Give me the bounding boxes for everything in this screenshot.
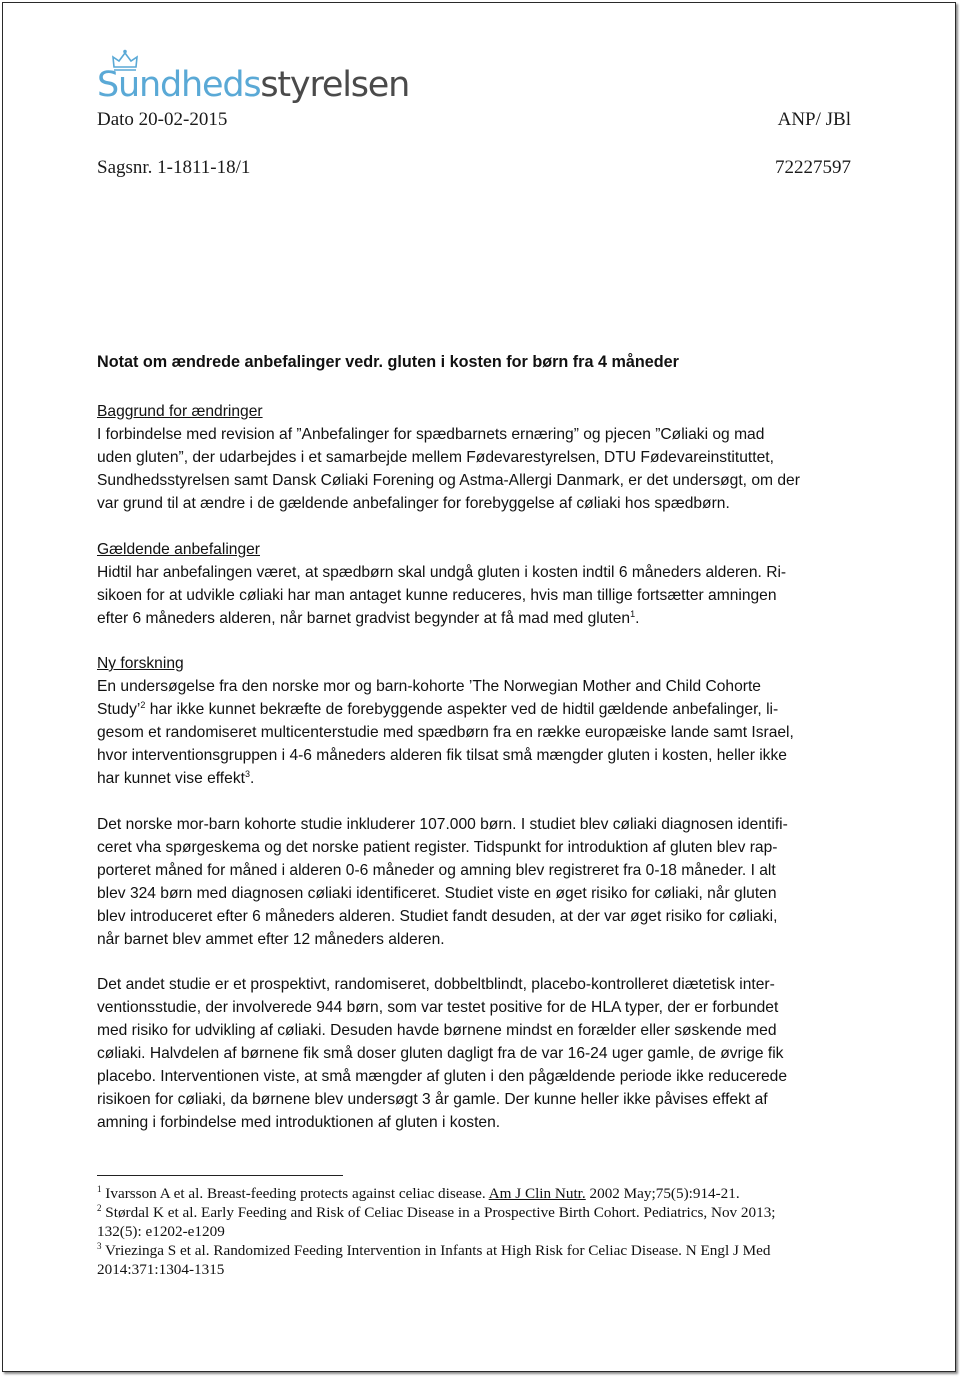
section-background <box>97 400 872 515</box>
text-line: når barnet blev ammet efter 12 måneders alderen. <box>97 931 445 948</box>
page-title: Notat om ændrede anbefalinger vedr. gluten i kosten for børn fra 4 måneder <box>97 353 679 371</box>
author-initials: ANP/ JBl <box>777 109 851 130</box>
text-line: blev introduceret efter 6 måneders alderen. Studiet fandt desuden, at der var øget risiko for cøliaki, <box>97 908 778 925</box>
text-line: sikoen for at udvikle cøliaki har man antaget kunne reduceres, hvis man tillige fortsætter amningen <box>97 587 777 604</box>
logo-wordmark: Sundhedsstyrelsen <box>97 65 410 105</box>
text-line: Sundhedsstyrelsen samt Dansk Cøliaki Forening og Astma-Allergi Danmark, er det undersøgt, om der <box>97 472 800 489</box>
text-line: cøliaki. Halvdelen af børnene fik små doser gluten dagligt fra de var 16-24 uger gamle, de øvrige fik <box>97 1045 784 1062</box>
section-current-recommendations <box>97 538 872 630</box>
text-line: Study’$^2$ har ikke kunnet bekræfte de forebyggende aspekter ved de hidtil gældende anbefalinger, li- <box>97 699 779 718</box>
document-date: Dato 20-02-2015 <box>97 109 228 130</box>
footnote-1: $^1$ Ivarsson A et al. Breast-feeding protects against celiac disease. Am J Clin Nutr. 2002 May;75(5):914-21. <box>97 1183 740 1202</box>
document-page <box>2 2 956 1372</box>
footnote-ref: 2 <box>140 699 146 710</box>
text-line: har kunnet vise effekt$^3$. <box>97 768 255 787</box>
text-line: hvor interventionsgruppen i 4-6 måneders alderen fik tilsat små mængder gluten i kosten, heller ikke <box>97 747 787 764</box>
footnote-ref: 3 <box>244 768 250 779</box>
section-heading: Gældende anbefalinger <box>97 541 260 558</box>
text-line: ceret vha spørgeskema og det norske patient register. Tidspunkt for introduktion af gluten blev rap- <box>97 839 778 856</box>
text-line: Det norske mor-barn kohorte studie inkluderer 107.000 børn. I studiet blev cøliaki diagnosen identifi- <box>97 816 788 833</box>
footnote-ref: 1 <box>630 608 636 619</box>
footnote-3-cont: 2014:371:1304-1315 <box>97 1261 225 1278</box>
text-line: var grund til at ændre i de gældende anbefalinger for forebyggelse af cøliaki hos spædbørn. <box>97 495 730 512</box>
document-number: 72227597 <box>775 157 851 178</box>
sundhedsstyrelsen-logo <box>97 49 410 109</box>
case-number: Sagsnr. 1-1811-18/1 <box>97 157 251 178</box>
text-line: blev 324 børn med diagnosen cøliaki identificeret. Studiet viste en øget risiko for cøliaki, når gluten <box>97 885 777 902</box>
text-line: amning i forbindelse med introduktionen af gluten i kosten. <box>97 1114 501 1131</box>
text-line: efter 6 måneders alderen, når barnet gradvist begynder at få mad med gluten$^1$. <box>97 608 640 627</box>
text-line: porteret måned for måned i alderen 0-6 måneder og amning blev registreret fra 0-18 måneder. I alt <box>97 862 776 879</box>
text-line: ventionsstudie, der involverede 944 børn, som var testet positive for de HLA typer, der er forbundet <box>97 999 779 1016</box>
text-line: Hidtil har anbefalingen været, at spædbørn skal undgå gluten i kosten indtil 6 måneders alderen. Ri- <box>97 564 787 581</box>
text-line: placebo. Interventionen viste, at små mængder af gluten i den pågældende periode ikke reducerede <box>97 1068 788 1085</box>
text-line: En undersøgelse fra den norske mor og barn-kohorte ’The Norwegian Mother and Child Cohorte <box>97 678 761 695</box>
text-line: Det andet studie er et prospektivt, randomiseret, dobbeltblindt, placebo-kontrolleret diætetisk inter- <box>97 976 775 993</box>
section-heading: Baggrund for ændringer <box>97 403 263 420</box>
paragraph-second-study <box>97 973 872 1134</box>
text-line: uden gluten”, der udarbejdes i et samarbejde mellem Fødevarestyrelsen, DTU Fødevareinstituttet, <box>97 449 774 466</box>
footnote-3: $^3$ Vriezinga S et al. Randomized Feeding Intervention in Infants at High Risk for Celiac Disease. N Engl J Med <box>97 1240 771 1259</box>
journal-link[interactable]: Am J Clin Nutr. <box>488 1185 586 1202</box>
paragraph-norwegian-study <box>97 813 872 951</box>
text-line: med risiko for udvikling af cøliaki. Desuden havde børnene mindst en forælder eller søskende med <box>97 1022 777 1039</box>
text-line: I forbindelse med revision af ”Anbefalinger for spædbarnets ernæring” og pjecen ”Cøliaki og mad <box>97 426 765 443</box>
section-heading: Ny forskning <box>97 655 184 672</box>
footnote-2-cont: 132(5): e1202-e1209 <box>97 1223 225 1240</box>
footnotes <box>97 1184 887 1279</box>
footnote-2: $^2$ Størdal K et al. Early Feeding and Risk of Celiac Disease in a Prospective Birth Cohort. Pediatrics, Nov 2013; <box>97 1202 776 1221</box>
section-new-research <box>97 652 872 790</box>
text-line: risikoen for cøliaki, da børnene blev undersøgt 3 år gamle. Der kunne heller ikke påvises effekt af <box>97 1091 768 1108</box>
footnote-divider <box>97 1175 343 1176</box>
text-line: gesom et randomiseret multicenterstudie med spædbørn fra en række europæiske lande samt Israel, <box>97 724 794 741</box>
